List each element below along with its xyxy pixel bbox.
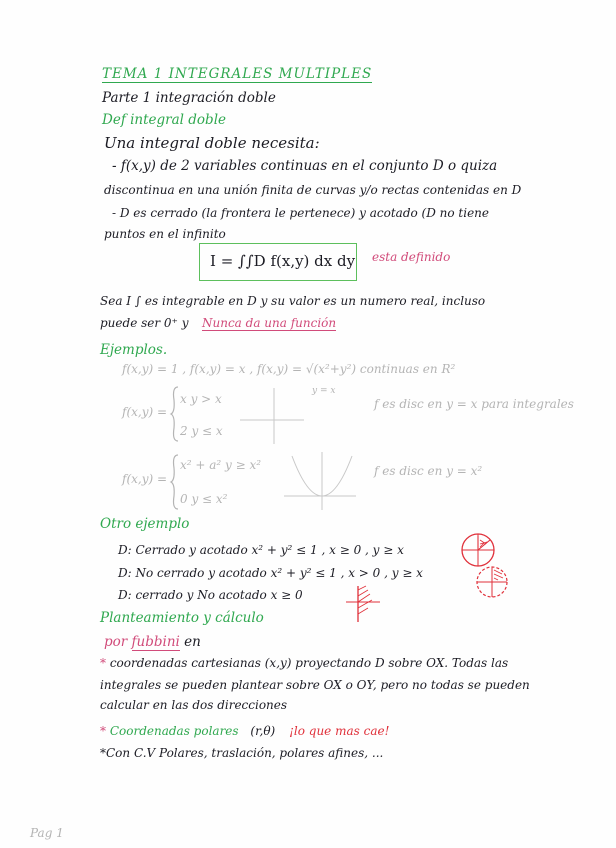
plant-heading: Planteamiento y cálculo — [100, 610, 264, 626]
sea-line-2: puede ser 0⁺ y — [100, 316, 189, 330]
coords-bullet: * — [100, 656, 106, 670]
otro-heading: Otro ejemplo — [100, 516, 190, 532]
piecewise2-note: f es disc en y = x² — [374, 464, 483, 478]
piecewise1-note: f es disc en y = x para integrales — [374, 397, 574, 411]
page-title: TEMA 1 INTEGRALES MULTIPLES — [102, 66, 373, 82]
coords-line-3: calcular en las dos direcciones — [100, 698, 288, 712]
fubini-suffix: en — [184, 634, 201, 650]
polares-coords: (r,θ) — [250, 724, 276, 738]
polares-line — [100, 724, 389, 738]
piecewise1-case-2: 2 y ≤ x — [180, 424, 223, 438]
brace-icon — [170, 454, 180, 510]
def-line-2: - f(x,y) de 2 variables continuas en el conjunto D o quiza — [112, 158, 498, 174]
sea-line-1: Sea I ∫ es integrable en D y su valor es un numero real, incluso — [100, 294, 486, 308]
piecewise1-label: y = x — [312, 386, 336, 396]
def-line-5: puntos en el infinito — [104, 227, 226, 241]
fubini-word: fubbini — [131, 634, 180, 650]
def-line-3: discontinua en una unión finita de curvas y/o rectas contenidas en D — [104, 183, 522, 197]
brace-icon — [170, 386, 180, 442]
ejemplos-heading: Ejemplos. — [100, 342, 168, 358]
sketch-unbounded-icon — [346, 586, 386, 626]
nunca-funcion: Nunca da una función — [202, 316, 337, 330]
polares-heading: Coordenadas polares — [109, 724, 239, 738]
def-line-1: Una integral doble necesita: — [104, 134, 320, 152]
integral-formula: I = ∫∫D f(x,y) dx dy — [210, 252, 356, 270]
part-heading: Parte 1 integración doble — [102, 90, 276, 106]
integral-box — [199, 243, 357, 281]
def-heading: Def integral doble — [102, 112, 226, 128]
coords-line-2: integrales se pueden plantear sobre OX o OY, pero no todas se pueden — [100, 678, 530, 692]
otro-line-3: D: cerrado y No acotado x ≥ 0 — [118, 588, 303, 602]
otro-line-1: D: Cerrado y acotado x² + y² ≤ 1 , x ≥ 0 , y ≥ x — [118, 543, 404, 557]
piecewise2-fn: f(x,y) = — [122, 472, 168, 486]
otro-line-2: D: No cerrado y acotado x² + y² ≤ 1 , x > 0 , y ≥ x — [118, 566, 423, 580]
piecewise1-fn: f(x,y) = — [122, 405, 168, 419]
fubini-line — [104, 634, 201, 650]
piecewise2-case-2: 0 y ≤ x² — [180, 492, 228, 506]
coords-text-1: coordenadas cartesianas (x,y) proyectando D sobre OX. Todas las — [109, 656, 509, 670]
ejemplo-line-1: f(x,y) = 1 , f(x,y) = x , f(x,y) = √(x²+y²) continuas en R² — [122, 362, 456, 376]
cv-line: *Con C.V Polares, traslación, polares afines, ... — [100, 746, 384, 760]
sketch-open-disk-icon — [474, 564, 514, 604]
integral-note: esta definido — [372, 250, 451, 264]
polares-bullet: * — [100, 724, 106, 738]
page-number: Pag 1 — [30, 826, 64, 840]
piecewise2-case-1: x² + a² y ≥ x² — [180, 458, 262, 472]
def-line-4: - D es cerrado (la frontera le pertenece) y acotado (D no tiene — [112, 206, 490, 220]
polares-note: ¡lo que mas cae! — [289, 724, 390, 738]
piecewise1-case-1: x y > x — [180, 392, 222, 406]
coords-line-1 — [100, 656, 508, 670]
fubini-prefix: por — [104, 634, 128, 650]
graph-parabola-icon — [284, 452, 364, 512]
graph-y-eq-x-icon — [240, 388, 320, 448]
